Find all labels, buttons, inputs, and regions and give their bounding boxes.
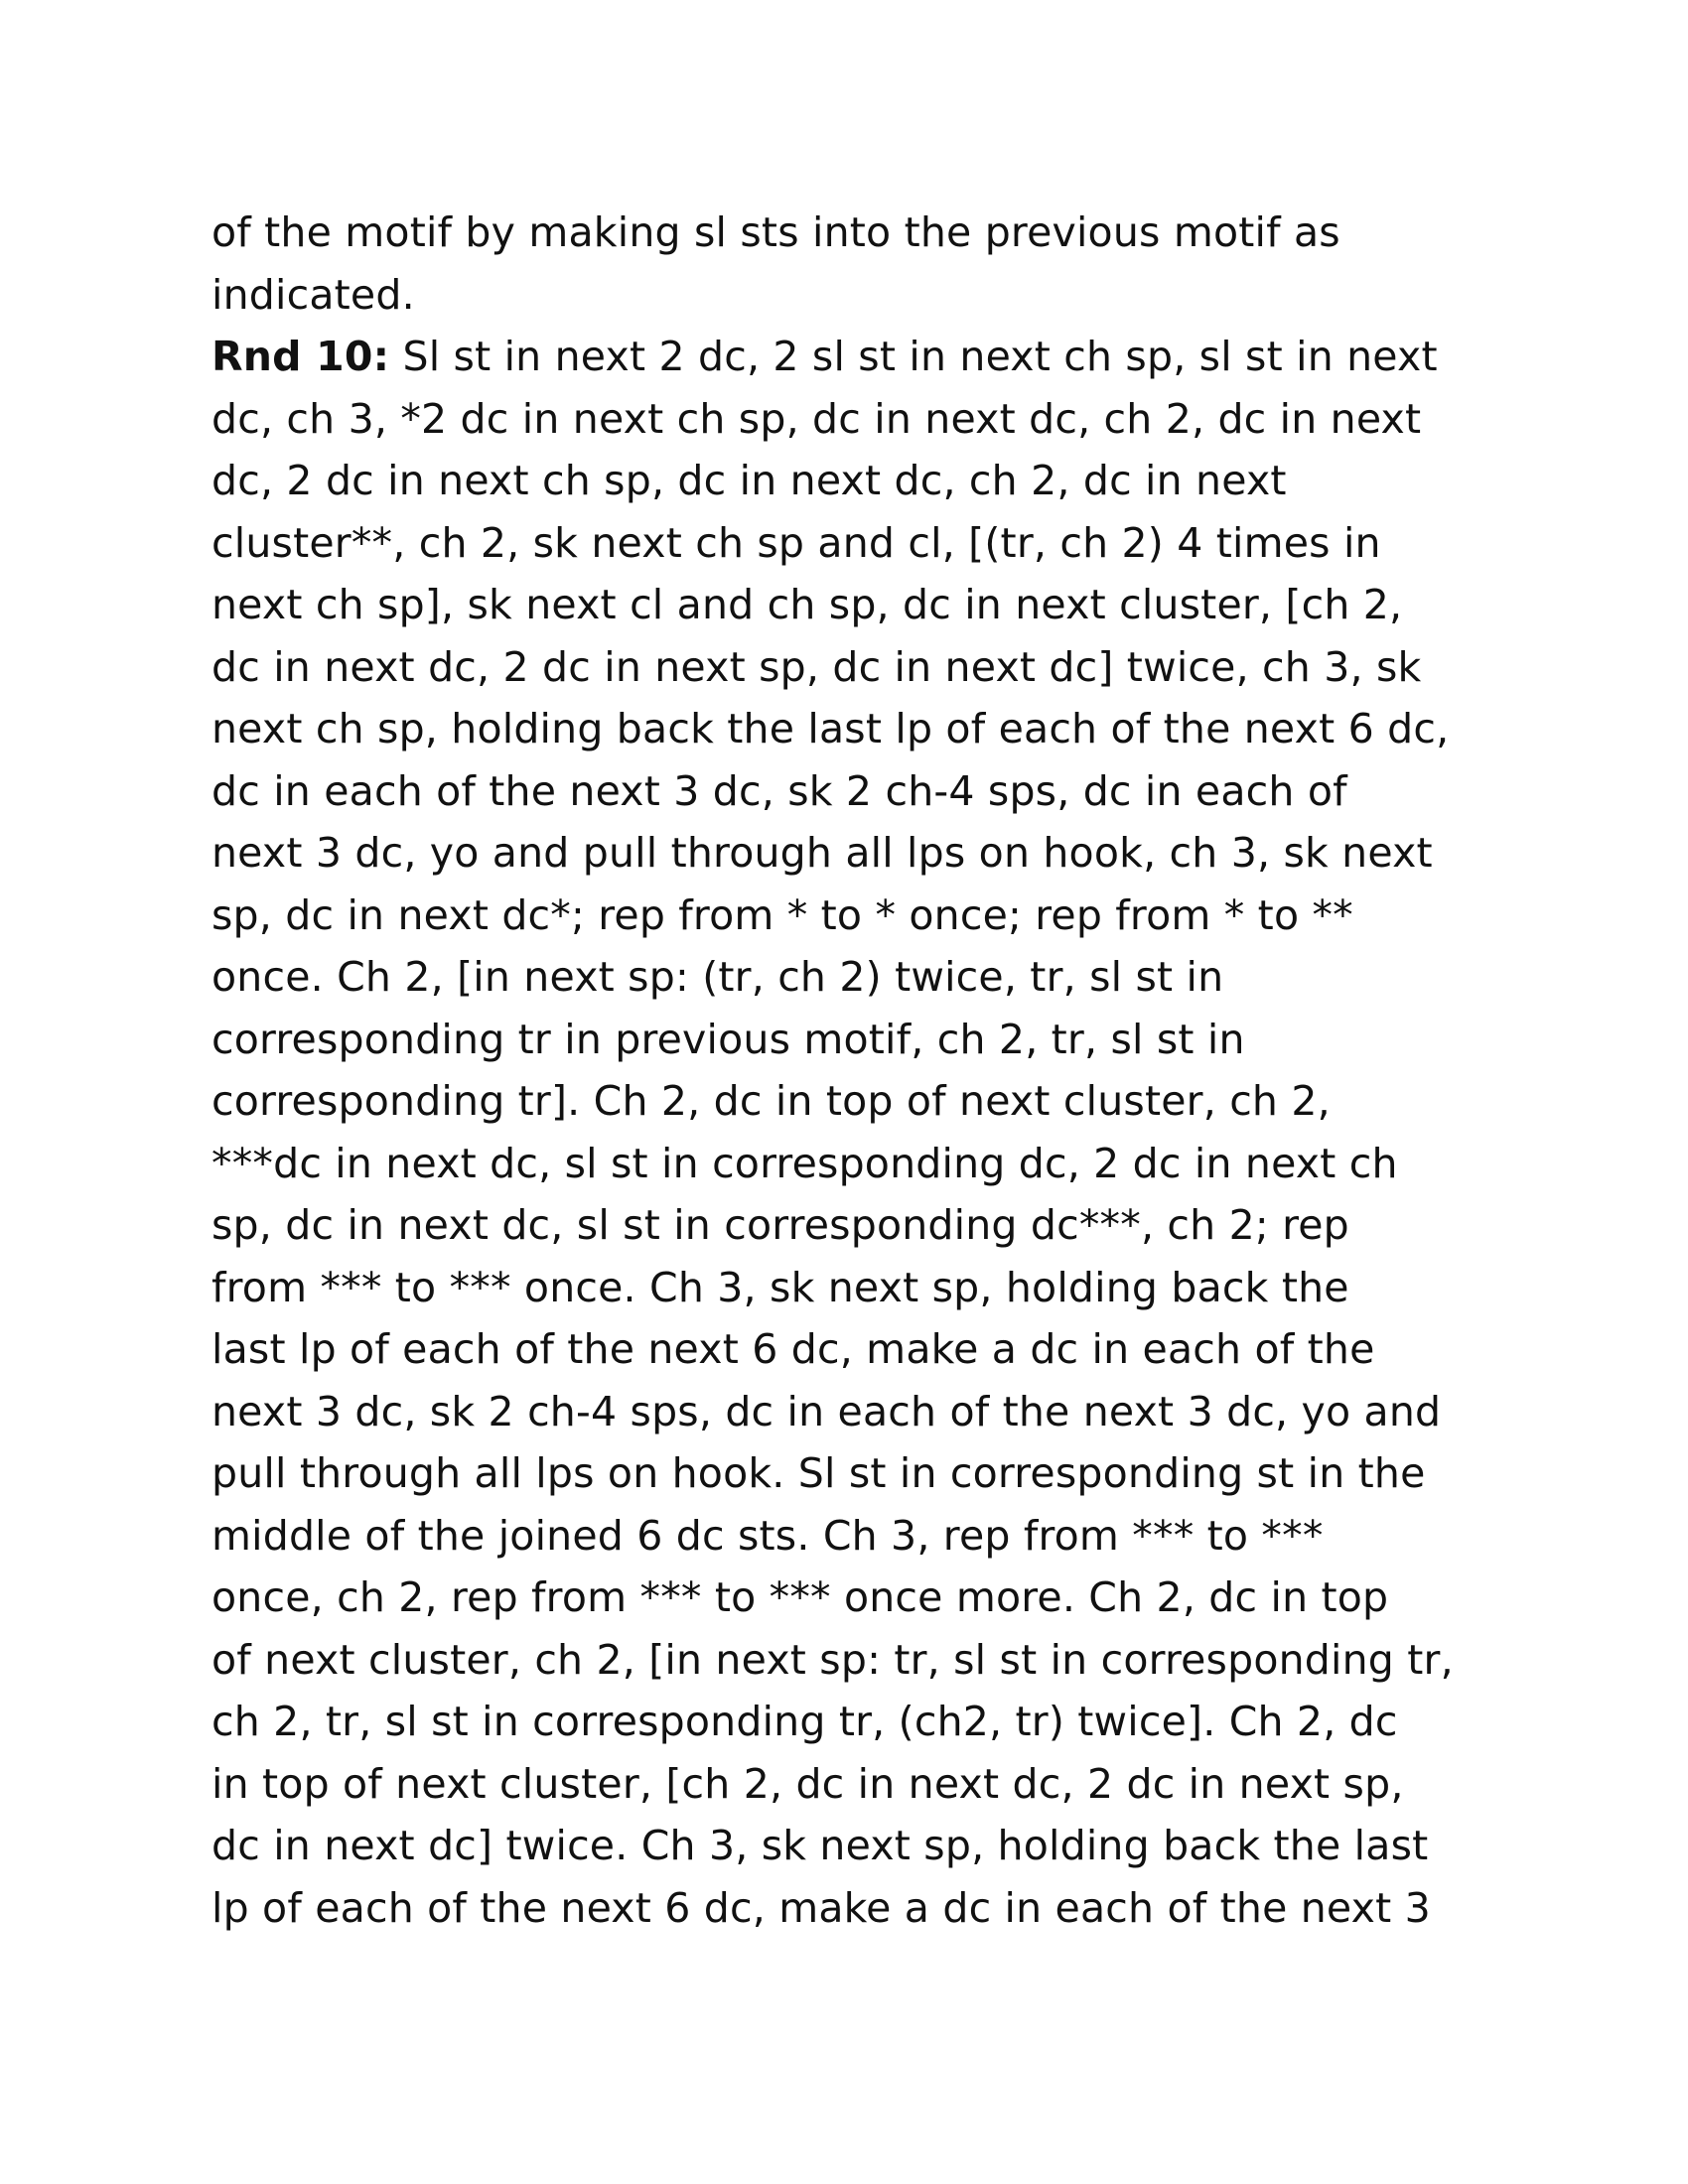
text-line: of next cluster, ch 2, [in next sp: tr, sl st in corresponding tr, — [211, 1635, 1454, 1684]
text-line: dc, 2 dc in next ch sp, dc in next dc, ch 2, dc in next — [211, 457, 1287, 504]
round-heading: Rnd 10: — [211, 333, 390, 380]
text-line: lp of each of the next 6 dc, make a dc in each of the next 3 — [211, 1883, 1431, 1932]
text-line: dc in each of the next 3 dc, sk 2 ch-4 sps, dc in each of — [211, 766, 1347, 815]
text-line: sp, dc in next dc, sl st in corresponding dc***, ch 2; rep — [211, 1201, 1349, 1249]
text-line: from *** to *** once. Ch 3, sk next sp, holding back the — [211, 1263, 1349, 1311]
text-line: in top of next cluster, [ch 2, dc in next dc, 2 dc in next sp, — [211, 1759, 1404, 1808]
text-line: of the motif by making sl sts into the previous motif as — [211, 208, 1340, 256]
text-line: sp, dc in next dc*; rep from * to * once; rep from * to ** — [211, 890, 1353, 939]
text-line: next ch sp], sk next cl and ch sp, dc in next cluster, [ch 2, — [211, 581, 1403, 628]
text-line: ch 2, tr, sl st in corresponding tr, (ch2, tr) twice]. Ch 2, dc — [211, 1698, 1398, 1745]
instruction-text — [211, 202, 1492, 1939]
text-line: dc in next dc, 2 dc in next sp, dc in next dc] twice, ch 3, sk — [211, 642, 1422, 691]
text-line: cluster**, ch 2, sk next ch sp and cl, [(tr, ch 2) 4 times in — [211, 518, 1381, 567]
text-line: middle of the joined 6 dc sts. Ch 3, rep from *** to *** — [211, 1511, 1324, 1560]
text-line: once. Ch 2, [in next sp: (tr, ch 2) twice, tr, sl st in — [211, 953, 1224, 1001]
text-line: next 3 dc, sk 2 ch-4 sps, dc in each of the next 3 dc, yo and — [211, 1387, 1442, 1435]
text-line: corresponding tr in previous motif, ch 2, tr, sl st in — [211, 1015, 1245, 1063]
text-line: dc in next dc] twice. Ch 3, sk next sp, holding back the last — [211, 1822, 1429, 1869]
text-line: dc, ch 3, *2 dc in next ch sp, dc in next dc, ch 2, dc in next — [211, 394, 1422, 443]
text-line-content: Sl st in next 2 dc, 2 sl st in next ch sp, sl st in next — [402, 333, 1438, 380]
text-line: ***dc in next dc, sl st in corresponding dc, 2 dc in next ch — [211, 1139, 1398, 1187]
text-line: pull through all lps on hook. Sl st in corresponding st in the — [211, 1449, 1426, 1497]
text-line: next 3 dc, yo and pull through all lps on hook, ch 3, sk next — [211, 829, 1433, 877]
text-line: last lp of each of the next 6 dc, make a dc in each of the — [211, 1325, 1375, 1373]
text-line-rnd-10 — [211, 326, 1492, 388]
text-line: corresponding tr]. Ch 2, dc in top of next cluster, ch 2, — [211, 1077, 1331, 1125]
text-line: indicated. — [211, 270, 415, 319]
text-line: once, ch 2, rep from *** to *** once more. Ch 2, dc in top — [211, 1573, 1389, 1621]
text-line: next ch sp, holding back the last lp of each of the next 6 dc, — [211, 705, 1450, 752]
